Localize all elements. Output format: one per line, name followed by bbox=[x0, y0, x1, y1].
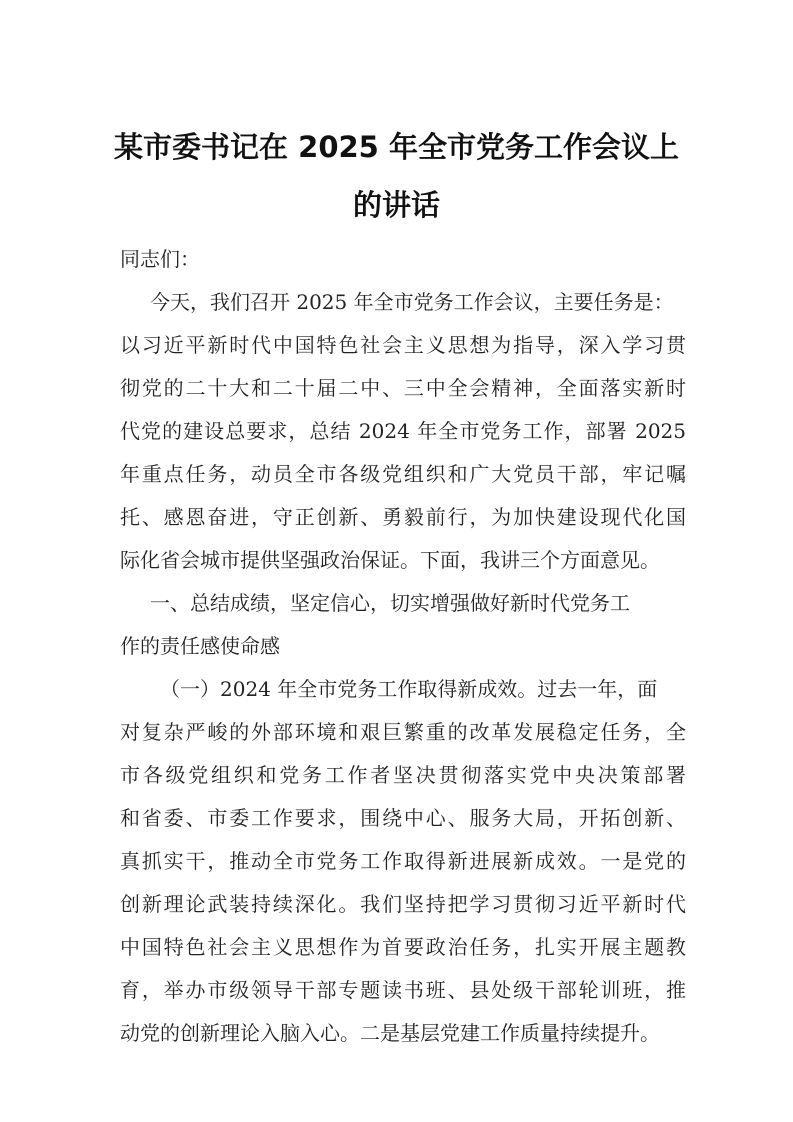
paragraph-line: 市各级党组织和党务工作者坚决贯彻落实党中央决策部署 bbox=[120, 763, 686, 787]
paragraph-line: 年重点任务，动员全市各级党组织和广大党员干部，牢记嘱 bbox=[120, 462, 686, 486]
paragraph-line: 今天，我们召开 2025 年全市党务工作会议，主要任务是： bbox=[150, 290, 674, 314]
paragraph-line: 对复杂严峻的外部环境和艰巨繁重的改革发展稳定任务，全 bbox=[120, 720, 686, 744]
paragraph-line: 和省委、市委工作要求，围绕中心、服务大局，开拓创新、 bbox=[120, 806, 686, 830]
section-heading-line: 一、总结成绩，坚定信心，切实增强做好新时代党务工 bbox=[150, 591, 630, 615]
paragraph-line: （一）2024 年全市党务工作取得新成效。过去一年，面 bbox=[160, 677, 658, 701]
paragraph-line: 动党的创新理论入脑入心。二是基层党建工作质量持续提升。 bbox=[120, 1021, 660, 1045]
paragraph-line: 托、感恩奋进，守正创新、勇毅前行，为加快建设现代化国 bbox=[120, 505, 686, 529]
title-line-2: 的讲话 bbox=[352, 188, 440, 222]
paragraph-line: 中国特色社会主义思想作为首要政治任务，扎实开展主题教 bbox=[120, 935, 686, 959]
paragraph-line: 创新理论武装持续深化。我们坚持把学习贯彻习近平新时代 bbox=[120, 892, 686, 916]
paragraph-line: 代党的建设总要求，总结 2024 年全市党务工作，部署 2025 bbox=[120, 419, 686, 443]
document-body bbox=[120, 238, 686, 1055]
title-line-1: 某市委书记在 2025 年全市党务工作会议上 bbox=[114, 130, 679, 164]
section-heading-line: 作的责任感使命感 bbox=[120, 634, 280, 658]
paragraph-line: 际化省会城市提供坚强政治保证。下面，我讲三个方面意见。 bbox=[120, 548, 660, 572]
document-title bbox=[100, 118, 693, 234]
paragraph-line: 真抓实干，推动全市党务工作取得新进展新成效。一是党的 bbox=[120, 849, 686, 873]
paragraph-line: 育，举办市级领导干部专题读书班、县处级干部轮训班，推 bbox=[120, 978, 686, 1002]
salutation: 同志们： bbox=[120, 247, 200, 271]
paragraph-line: 彻党的二十大和二十届二中、三中全会精神，全面落实新时 bbox=[120, 376, 686, 400]
paragraph-line: 以习近平新时代中国特色社会主义思想为指导，深入学习贯 bbox=[120, 333, 686, 357]
